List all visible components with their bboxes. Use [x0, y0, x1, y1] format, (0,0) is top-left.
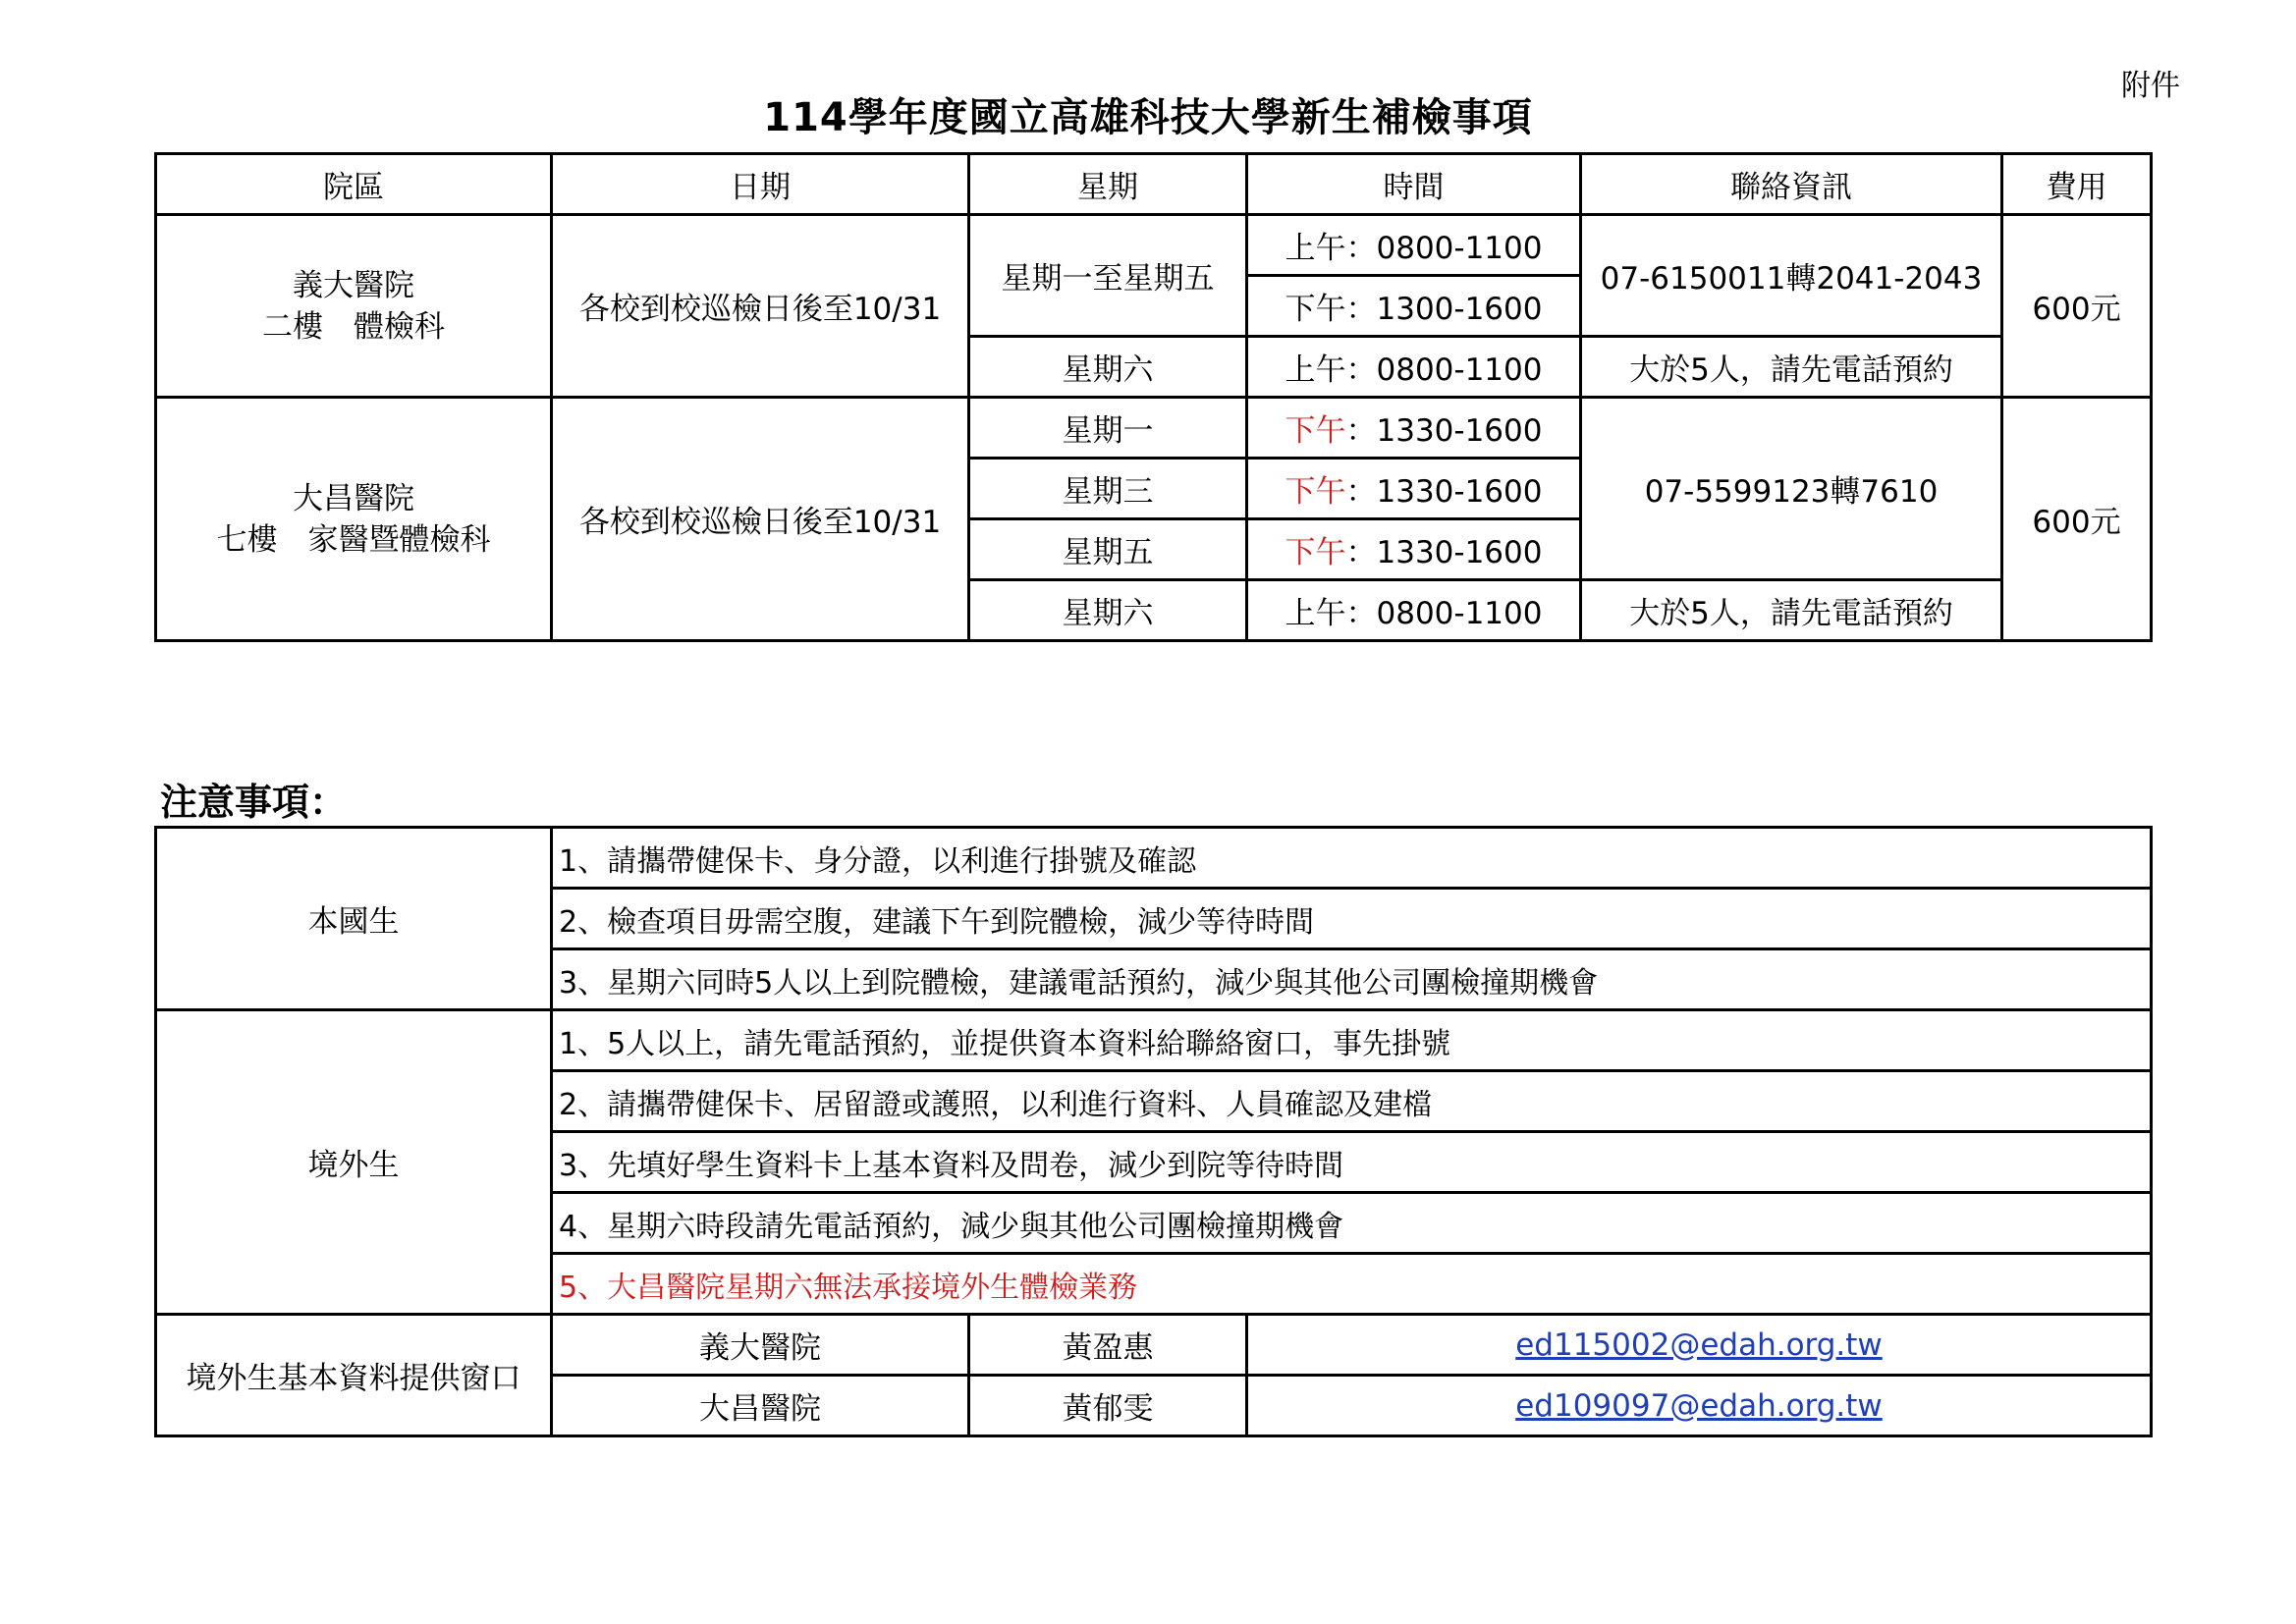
- schedule-header-row: [156, 154, 2152, 215]
- contact-hospital: 大昌醫院: [552, 1376, 969, 1436]
- contact-note-cell: 大於5人，請先電話預約: [1581, 580, 2002, 641]
- header-time: 時間: [1247, 154, 1581, 215]
- attachment-label: 附件: [2121, 69, 2180, 103]
- contact-hospital: 義大醫院: [552, 1315, 969, 1376]
- weekday-cell: 星期一至星期五: [969, 215, 1247, 337]
- note-item: 1、請攜帶健保卡、身分證，以利進行掛號及確認: [552, 828, 2152, 889]
- header-fee: 費用: [2002, 154, 2152, 215]
- header-weekday: 星期: [969, 154, 1247, 215]
- table-row: [156, 1010, 2152, 1071]
- weekday-cell: 星期一: [969, 398, 1247, 459]
- pm-label: 下午: [1285, 535, 1346, 570]
- note-item: 1、5人以上，請先電話預約，並提供資本資料給聯絡窗口，事先掛號: [552, 1010, 2152, 1071]
- contact-window-label: 境外生基本資料提供窗口: [156, 1315, 552, 1436]
- note-item: 2、檢查項目毋需空腹，建議下午到院體檢，減少等待時間: [552, 889, 2152, 949]
- header-contact: 聯絡資訊: [1581, 154, 2002, 215]
- note-item: 3、先填好學生資料卡上基本資料及問卷，減少到院等待時間: [552, 1132, 2152, 1193]
- note-item: 2、請攜帶健保卡、居留證或護照，以利進行資料、人員確認及建檔: [552, 1071, 2152, 1132]
- note-item-warning: 5、大昌醫院星期六無法承接境外生體檢業務: [552, 1254, 2152, 1315]
- time-cell: 下午：1300-1600: [1247, 276, 1581, 337]
- note-item: 3、星期六同時5人以上到院體檢，建議電話預約，減少與其他公司團檢撞期機會: [552, 949, 2152, 1010]
- contact-note-cell: 大於5人，請先電話預約: [1581, 337, 2002, 398]
- contact-person: 黃郁雯: [969, 1376, 1247, 1436]
- table-row: [156, 398, 2152, 459]
- pm-label: 下午: [1285, 474, 1346, 510]
- site-cell: [156, 215, 552, 398]
- site-department: 二樓 體檢科: [262, 308, 445, 345]
- table-row: [156, 1315, 2152, 1376]
- time-cell: 上午：0800-1100: [1247, 337, 1581, 398]
- fee-cell: 600元: [2002, 398, 2152, 641]
- time-cell: [1247, 459, 1581, 519]
- notes-heading: 注意事項：: [160, 781, 348, 824]
- table-row: [156, 215, 2152, 276]
- contact-email-link[interactable]: ed109097@edah.org.tw: [1515, 1387, 1883, 1424]
- pm-time: ：1330-1600: [1345, 535, 1543, 570]
- time-cell: 上午：0800-1100: [1247, 580, 1581, 641]
- pm-time: ：1330-1600: [1345, 474, 1543, 510]
- site-name: 大昌醫院: [293, 480, 414, 516]
- date-cell: 各校到校巡檢日後至10/31: [552, 398, 969, 641]
- contact-cell: 07-6150011轉2041-2043: [1581, 215, 2002, 337]
- fee-cell: 600元: [2002, 215, 2152, 398]
- site-department: 七樓 家醫暨體檢科: [216, 521, 491, 558]
- contact-cell: 07-5599123轉7610: [1581, 398, 2002, 580]
- schedule-table: [154, 152, 2153, 642]
- contact-email-cell: [1247, 1376, 2152, 1436]
- page-title: 114學年度國立高雄科技大學新生補檢事項: [763, 95, 1533, 140]
- header-date: 日期: [552, 154, 969, 215]
- contact-email-cell: [1247, 1315, 2152, 1376]
- header-site: 院區: [156, 154, 552, 215]
- site-cell: [156, 398, 552, 641]
- time-cell: 上午：0800-1100: [1247, 215, 1581, 276]
- weekday-cell: 星期六: [969, 337, 1247, 398]
- domestic-label: 本國生: [156, 828, 552, 1010]
- notes-table: [154, 826, 2153, 1437]
- contact-email-link[interactable]: ed115002@edah.org.tw: [1515, 1326, 1883, 1363]
- table-row: [156, 828, 2152, 889]
- weekday-cell: 星期五: [969, 519, 1247, 580]
- weekday-cell: 星期六: [969, 580, 1247, 641]
- time-cell: [1247, 398, 1581, 459]
- pm-label: 下午: [1285, 413, 1346, 449]
- note-item: 4、星期六時段請先電話預約，減少與其他公司團檢撞期機會: [552, 1193, 2152, 1254]
- site-name: 義大醫院: [293, 267, 414, 303]
- pm-time: ：1330-1600: [1345, 413, 1543, 449]
- overseas-label: 境外生: [156, 1010, 552, 1315]
- contact-person: 黃盈惠: [969, 1315, 1247, 1376]
- weekday-cell: 星期三: [969, 459, 1247, 519]
- date-cell: 各校到校巡檢日後至10/31: [552, 215, 969, 398]
- time-cell: [1247, 519, 1581, 580]
